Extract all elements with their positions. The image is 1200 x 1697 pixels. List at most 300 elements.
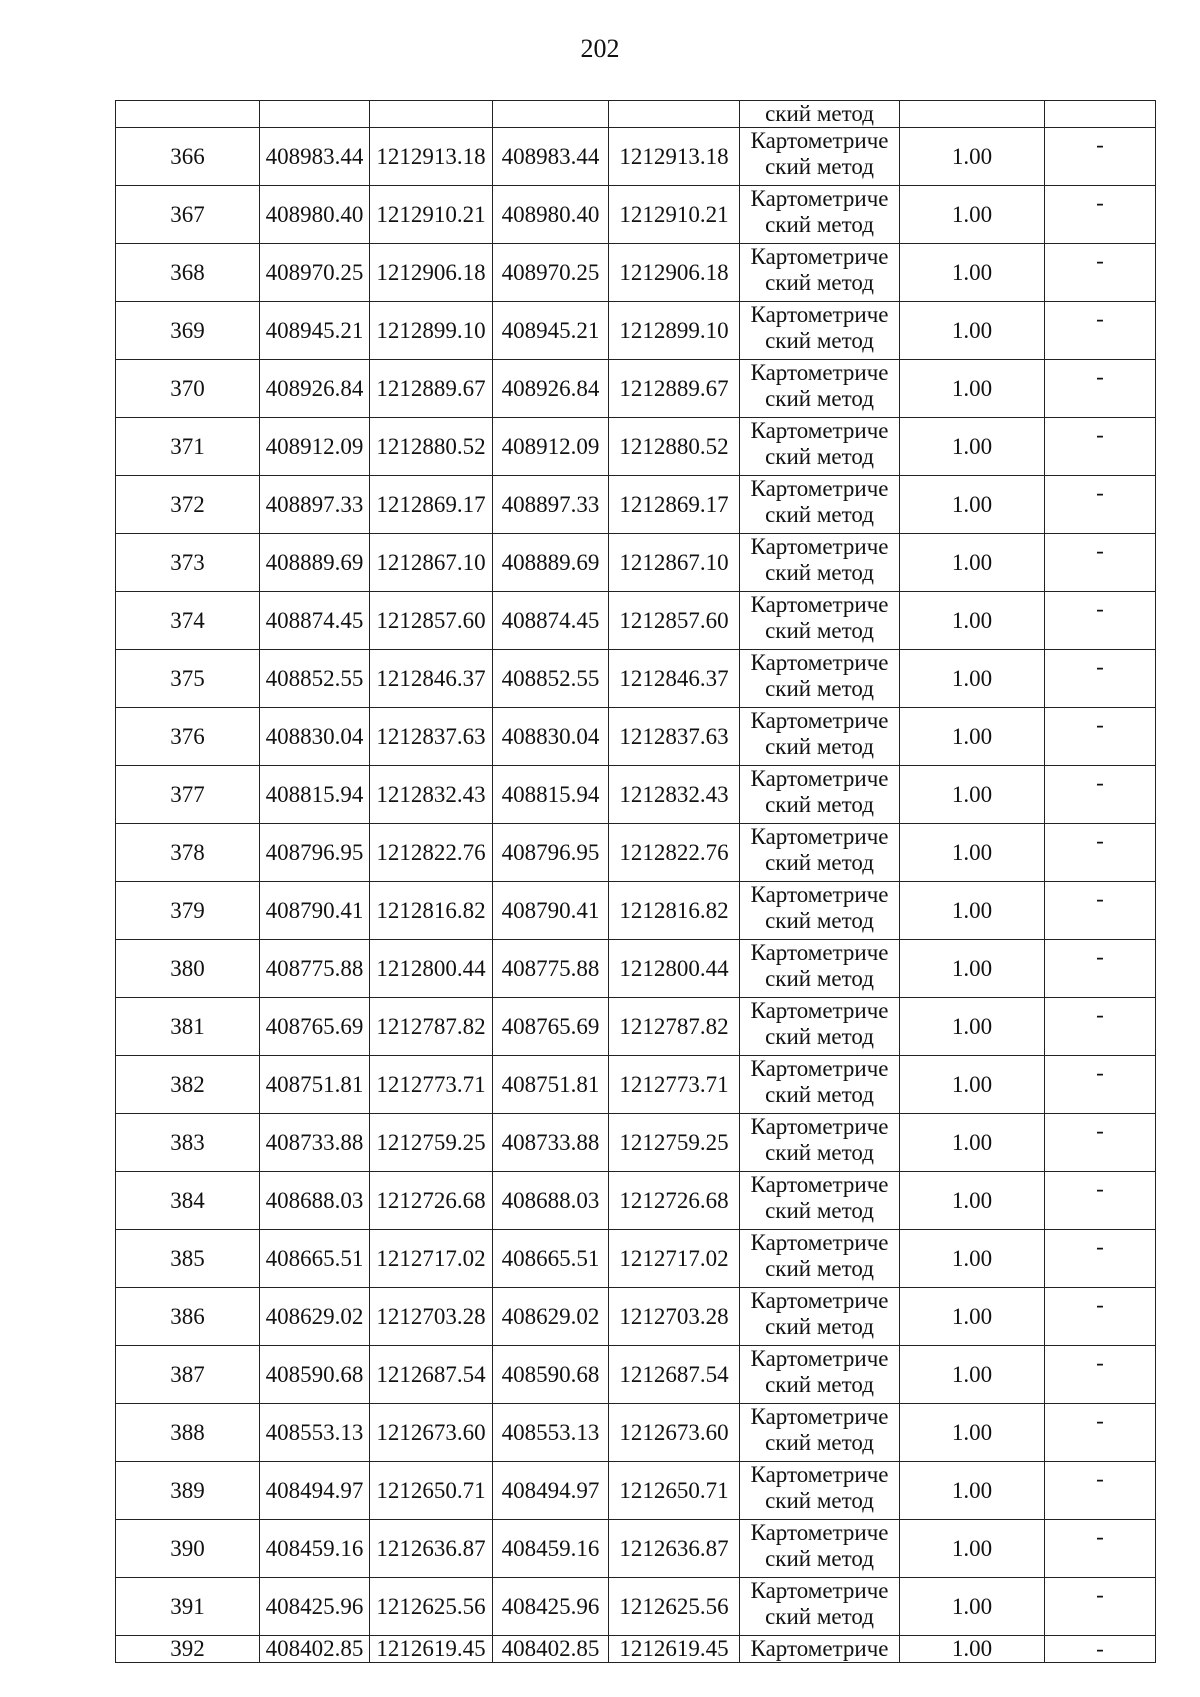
cell-description: - xyxy=(1045,1056,1156,1114)
cell-point: 367 xyxy=(116,186,260,244)
cell-x2: 408874.45 xyxy=(493,592,609,650)
cell-y1: 1212889.67 xyxy=(370,360,493,418)
table-body xyxy=(116,101,1156,1663)
cell-x2: 408983.44 xyxy=(493,128,609,186)
cell-x2: 408553.13 xyxy=(493,1404,609,1462)
cell-point: 391 xyxy=(116,1578,260,1636)
cell-method xyxy=(740,476,900,534)
method-line-2: ский метод xyxy=(765,1256,874,1281)
cell-description: - xyxy=(1045,998,1156,1056)
method-line-2: ский метод xyxy=(765,1082,874,1107)
table-row xyxy=(116,650,1156,708)
cell-x1: 408852.55 xyxy=(260,650,370,708)
cell-accuracy: 1.00 xyxy=(900,882,1045,940)
table-row xyxy=(116,1230,1156,1288)
cell-accuracy: 1.00 xyxy=(900,1288,1045,1346)
table-row xyxy=(116,186,1156,244)
cell-method xyxy=(740,592,900,650)
cell-x1: 408553.13 xyxy=(260,1404,370,1462)
cell-y2: 1212837.63 xyxy=(609,708,740,766)
method-line-1: Картометриче xyxy=(750,592,889,617)
cell-y1: 1212687.54 xyxy=(370,1346,493,1404)
method-line-2: ский метод xyxy=(765,1546,874,1571)
cell-description: - xyxy=(1045,1172,1156,1230)
cell-y2: 1212726.68 xyxy=(609,1172,740,1230)
method-line-2: ский метод xyxy=(765,1024,874,1049)
cell-method xyxy=(740,1056,900,1114)
cell-description: - xyxy=(1045,940,1156,998)
cell-accuracy: 1.00 xyxy=(900,1520,1045,1578)
cell-x2: 408688.03 xyxy=(493,1172,609,1230)
cell-point: 378 xyxy=(116,824,260,882)
cell-accuracy: 1.00 xyxy=(900,1056,1045,1114)
cell-x1: 408425.96 xyxy=(260,1578,370,1636)
cell-accuracy: 1.00 xyxy=(900,1114,1045,1172)
cell-point: 386 xyxy=(116,1288,260,1346)
method-line-2: ский метод xyxy=(765,1314,874,1339)
cell-method xyxy=(740,1346,900,1404)
cell-description: - xyxy=(1045,360,1156,418)
method-line-1: Картометриче xyxy=(750,766,889,791)
method-line-1: Картометриче xyxy=(750,302,889,327)
cell-y2: 1212867.10 xyxy=(609,534,740,592)
cell-description: - xyxy=(1045,534,1156,592)
cell-y1: 1212717.02 xyxy=(370,1230,493,1288)
cell-x2: 408889.69 xyxy=(493,534,609,592)
cell-y2: 1212910.21 xyxy=(609,186,740,244)
cell-description: - xyxy=(1045,418,1156,476)
cell-y1: 1212636.87 xyxy=(370,1520,493,1578)
cell-accuracy: 1.00 xyxy=(900,534,1045,592)
method-line-2: ский метод xyxy=(765,1430,874,1455)
cell-y2: 1212625.56 xyxy=(609,1578,740,1636)
table-row xyxy=(116,302,1156,360)
method-line-2: ский метод xyxy=(765,908,874,933)
table-row xyxy=(116,534,1156,592)
cell-y2: 1212787.82 xyxy=(609,998,740,1056)
cell-accuracy: 1.00 xyxy=(900,1230,1045,1288)
cell-method: ский метод xyxy=(740,101,900,128)
cell-description: - xyxy=(1045,128,1156,186)
cell-accuracy: 1.00 xyxy=(900,824,1045,882)
cell-description: - xyxy=(1045,186,1156,244)
continuation-row xyxy=(116,101,1156,128)
method-line-1: Картометриче xyxy=(750,708,889,733)
cell-method xyxy=(740,244,900,302)
table-row xyxy=(116,940,1156,998)
cell-description: - xyxy=(1045,1462,1156,1520)
table-row xyxy=(116,476,1156,534)
cell-point: 377 xyxy=(116,766,260,824)
cell-point: 383 xyxy=(116,1114,260,1172)
method-line-2: ский метод xyxy=(765,618,874,643)
method-line-2: ский метод xyxy=(765,502,874,527)
cell-y2 xyxy=(609,101,740,128)
cell-accuracy: 1.00 xyxy=(900,476,1045,534)
cell-x1: 408874.45 xyxy=(260,592,370,650)
method-line-1: Картометриче xyxy=(750,244,889,269)
cell-x2: 408402.85 xyxy=(493,1636,609,1663)
method-line-1: Картометриче xyxy=(750,650,889,675)
method-line-1: Картометриче xyxy=(750,940,889,965)
method-line-1: Картометриче xyxy=(750,824,889,849)
method-line-2: ский метод xyxy=(765,966,874,991)
method-line-1: Картометриче xyxy=(750,534,889,559)
cell-description: - xyxy=(1045,1230,1156,1288)
cell-point: 390 xyxy=(116,1520,260,1578)
cell-method xyxy=(740,360,900,418)
cell-accuracy: 1.00 xyxy=(900,1462,1045,1520)
cell-method xyxy=(740,766,900,824)
cell-y2: 1212687.54 xyxy=(609,1346,740,1404)
cell-accuracy: 1.00 xyxy=(900,128,1045,186)
cell-description: - xyxy=(1045,1520,1156,1578)
cell-point: 380 xyxy=(116,940,260,998)
cell-accuracy: 1.00 xyxy=(900,1404,1045,1462)
cell-y1: 1212787.82 xyxy=(370,998,493,1056)
cell-description: - xyxy=(1045,1114,1156,1172)
table-row xyxy=(116,128,1156,186)
cell-description: - xyxy=(1045,824,1156,882)
table-row xyxy=(116,244,1156,302)
cell-accuracy: 1.00 xyxy=(900,708,1045,766)
cell-description: - xyxy=(1045,708,1156,766)
method-line-1: Картометриче xyxy=(750,1114,889,1139)
method-line-2: ский метод xyxy=(765,792,874,817)
cell-method xyxy=(740,824,900,882)
method-line-2: ский метод xyxy=(765,734,874,759)
cell-accuracy: 1.00 xyxy=(900,186,1045,244)
cell-x2: 408815.94 xyxy=(493,766,609,824)
cell-x1: 408402.85 xyxy=(260,1636,370,1663)
cell-x2: 408765.69 xyxy=(493,998,609,1056)
table-row xyxy=(116,824,1156,882)
cell-point: 375 xyxy=(116,650,260,708)
cell-description: - xyxy=(1045,244,1156,302)
cell-description: - xyxy=(1045,592,1156,650)
method-line-1: Картометриче xyxy=(750,476,889,501)
cell-x2 xyxy=(493,101,609,128)
method-line-1: Картометриче xyxy=(750,1636,889,1661)
table-row xyxy=(116,882,1156,940)
method-line-1: Картометриче xyxy=(750,360,889,385)
cell-y2: 1212717.02 xyxy=(609,1230,740,1288)
cell-x1: 408912.09 xyxy=(260,418,370,476)
method-line-1: Картометриче xyxy=(750,1172,889,1197)
table-row xyxy=(116,1114,1156,1172)
cell-x2: 408494.97 xyxy=(493,1462,609,1520)
cell-method xyxy=(740,128,900,186)
table-row xyxy=(116,1520,1156,1578)
cell-y2: 1212636.87 xyxy=(609,1520,740,1578)
cell-method xyxy=(740,418,900,476)
cell-description: - xyxy=(1045,650,1156,708)
cell-point: 369 xyxy=(116,302,260,360)
cell-accuracy: 1.00 xyxy=(900,592,1045,650)
cell-y2: 1212619.45 xyxy=(609,1636,740,1663)
cell-x1: 408775.88 xyxy=(260,940,370,998)
cell-accuracy: 1.00 xyxy=(900,360,1045,418)
coordinates-table xyxy=(115,100,1156,1663)
cell-y1 xyxy=(370,101,493,128)
method-line-2: ский метод xyxy=(765,676,874,701)
cell-x2: 408790.41 xyxy=(493,882,609,940)
cell-x2: 408852.55 xyxy=(493,650,609,708)
cell-point xyxy=(116,101,260,128)
method-line-2: ский метод xyxy=(765,386,874,411)
method-line-2: ский метод xyxy=(765,1140,874,1165)
cell-method xyxy=(740,302,900,360)
cell-y2: 1212816.82 xyxy=(609,882,740,940)
cell-x2: 408590.68 xyxy=(493,1346,609,1404)
cell-y2: 1212759.25 xyxy=(609,1114,740,1172)
cell-x2: 408912.09 xyxy=(493,418,609,476)
method-line-2: ский метод xyxy=(765,1372,874,1397)
cell-method xyxy=(740,1404,900,1462)
cell-method xyxy=(740,882,900,940)
page-number: 202 xyxy=(580,34,620,63)
cell-y1: 1212816.82 xyxy=(370,882,493,940)
table-row xyxy=(116,418,1156,476)
method-line-1: Картометриче xyxy=(750,1578,889,1603)
cell-method xyxy=(740,534,900,592)
method-line-1: Картометриче xyxy=(750,418,889,443)
cell-y1: 1212867.10 xyxy=(370,534,493,592)
method-line-2: ский метод xyxy=(765,1488,874,1513)
cell-x1: 408815.94 xyxy=(260,766,370,824)
cell-point: 387 xyxy=(116,1346,260,1404)
cell-x1: 408897.33 xyxy=(260,476,370,534)
table-row xyxy=(116,998,1156,1056)
cell-point: 374 xyxy=(116,592,260,650)
cell-method xyxy=(740,1230,900,1288)
cell-description xyxy=(1045,101,1156,128)
cell-method xyxy=(740,708,900,766)
cell-accuracy: 1.00 xyxy=(900,302,1045,360)
cell-x1: 408629.02 xyxy=(260,1288,370,1346)
cell-accuracy: 1.00 xyxy=(900,766,1045,824)
cell-x1: 408665.51 xyxy=(260,1230,370,1288)
cell-x1: 408751.81 xyxy=(260,1056,370,1114)
cell-x2: 408629.02 xyxy=(493,1288,609,1346)
cell-x1: 408733.88 xyxy=(260,1114,370,1172)
method-line-1: Картометриче xyxy=(750,1520,889,1545)
method-line-1: Картометриче xyxy=(750,1288,889,1313)
cell-method xyxy=(740,1520,900,1578)
cell-description: - xyxy=(1045,882,1156,940)
cell-y1: 1212822.76 xyxy=(370,824,493,882)
cell-x1: 408830.04 xyxy=(260,708,370,766)
cell-y1: 1212625.56 xyxy=(370,1578,493,1636)
cell-x2: 408926.84 xyxy=(493,360,609,418)
method-line-2: ский метод xyxy=(765,444,874,469)
cell-x2: 408796.95 xyxy=(493,824,609,882)
cell-y2: 1212899.10 xyxy=(609,302,740,360)
method-line-1: Картометриче xyxy=(750,1404,889,1429)
cell-x2: 408751.81 xyxy=(493,1056,609,1114)
table-row xyxy=(116,766,1156,824)
method-line-1: Картометриче xyxy=(750,1230,889,1255)
cell-y1: 1212869.17 xyxy=(370,476,493,534)
cell-y2: 1212822.76 xyxy=(609,824,740,882)
table-row xyxy=(116,1462,1156,1520)
cell-x1: 408926.84 xyxy=(260,360,370,418)
table-row xyxy=(116,1056,1156,1114)
cell-description: - xyxy=(1045,1346,1156,1404)
cell-y1: 1212650.71 xyxy=(370,1462,493,1520)
cell-y1: 1212673.60 xyxy=(370,1404,493,1462)
cell-x2: 408775.88 xyxy=(493,940,609,998)
cell-method xyxy=(740,940,900,998)
method-line-1: Картометриче xyxy=(750,882,889,907)
cell-method xyxy=(740,650,900,708)
cell-x1 xyxy=(260,101,370,128)
method-line-2: ский метод xyxy=(765,328,874,353)
cell-x1: 408459.16 xyxy=(260,1520,370,1578)
cell-x2: 408425.96 xyxy=(493,1578,609,1636)
cell-y1: 1212880.52 xyxy=(370,418,493,476)
cell-y2: 1212880.52 xyxy=(609,418,740,476)
method-line-1: Картометриче xyxy=(750,998,889,1023)
method-line-2: ский метод xyxy=(765,1198,874,1223)
cell-description: - xyxy=(1045,766,1156,824)
cell-point: 366 xyxy=(116,128,260,186)
cell-y2: 1212889.67 xyxy=(609,360,740,418)
table-row xyxy=(116,1346,1156,1404)
cell-accuracy: 1.00 xyxy=(900,1346,1045,1404)
cell-y2: 1212857.60 xyxy=(609,592,740,650)
cell-point: 381 xyxy=(116,998,260,1056)
cell-x2: 408733.88 xyxy=(493,1114,609,1172)
cell-point: 382 xyxy=(116,1056,260,1114)
cell-x2: 408459.16 xyxy=(493,1520,609,1578)
cell-description: - xyxy=(1045,1288,1156,1346)
table-row xyxy=(116,1288,1156,1346)
cell-y2: 1212913.18 xyxy=(609,128,740,186)
cell-y2: 1212650.71 xyxy=(609,1462,740,1520)
method-line-1: Картометриче xyxy=(750,186,889,211)
cell-y1: 1212759.25 xyxy=(370,1114,493,1172)
cell-x2: 408830.04 xyxy=(493,708,609,766)
cell-point: 368 xyxy=(116,244,260,302)
cell-y1: 1212857.60 xyxy=(370,592,493,650)
table-row xyxy=(116,360,1156,418)
cell-y1: 1212832.43 xyxy=(370,766,493,824)
cell-point: 373 xyxy=(116,534,260,592)
cell-point: 376 xyxy=(116,708,260,766)
cell-y2: 1212800.44 xyxy=(609,940,740,998)
cell-point: 384 xyxy=(116,1172,260,1230)
method-line-1: Картометриче xyxy=(750,1056,889,1081)
cell-accuracy: 1.00 xyxy=(900,1578,1045,1636)
method-line-2: ский метод xyxy=(765,270,874,295)
cell-y1: 1212773.71 xyxy=(370,1056,493,1114)
cell-method xyxy=(740,1288,900,1346)
cell-x1: 408590.68 xyxy=(260,1346,370,1404)
table-row xyxy=(116,1578,1156,1636)
cell-point: 388 xyxy=(116,1404,260,1462)
method-line-2: ский метод xyxy=(765,212,874,237)
table-row xyxy=(116,1636,1156,1663)
cell-point: 379 xyxy=(116,882,260,940)
cell-x2: 408897.33 xyxy=(493,476,609,534)
cell-accuracy: 1.00 xyxy=(900,1172,1045,1230)
cell-x1: 408970.25 xyxy=(260,244,370,302)
cell-accuracy: 1.00 xyxy=(900,244,1045,302)
cell-point: 370 xyxy=(116,360,260,418)
cell-x2: 408665.51 xyxy=(493,1230,609,1288)
cell-point: 385 xyxy=(116,1230,260,1288)
cell-description: - xyxy=(1045,1578,1156,1636)
cell-x1: 408494.97 xyxy=(260,1462,370,1520)
cell-method xyxy=(740,1578,900,1636)
cell-point: 372 xyxy=(116,476,260,534)
cell-method xyxy=(740,1114,900,1172)
cell-y2: 1212773.71 xyxy=(609,1056,740,1114)
cell-description: - xyxy=(1045,1404,1156,1462)
cell-accuracy: 1.00 xyxy=(900,1636,1045,1663)
cell-y1: 1212837.63 xyxy=(370,708,493,766)
cell-x1: 408796.95 xyxy=(260,824,370,882)
cell-point: 371 xyxy=(116,418,260,476)
cell-point: 389 xyxy=(116,1462,260,1520)
table-row xyxy=(116,592,1156,650)
table-row xyxy=(116,708,1156,766)
cell-x1: 408688.03 xyxy=(260,1172,370,1230)
cell-accuracy: 1.00 xyxy=(900,418,1045,476)
cell-y1: 1212726.68 xyxy=(370,1172,493,1230)
cell-method xyxy=(740,1172,900,1230)
cell-description: - xyxy=(1045,476,1156,534)
cell-x1: 408790.41 xyxy=(260,882,370,940)
cell-y2: 1212703.28 xyxy=(609,1288,740,1346)
cell-x2: 408970.25 xyxy=(493,244,609,302)
method-line-1: Картометриче xyxy=(750,1346,889,1371)
cell-y1: 1212899.10 xyxy=(370,302,493,360)
method-line-1: Картометриче xyxy=(750,128,889,153)
cell-y2: 1212673.60 xyxy=(609,1404,740,1462)
cell-y2: 1212869.17 xyxy=(609,476,740,534)
cell-method xyxy=(740,186,900,244)
cell-y1: 1212910.21 xyxy=(370,186,493,244)
cell-accuracy: 1.00 xyxy=(900,940,1045,998)
cell-method xyxy=(740,1636,900,1663)
cell-point: 392 xyxy=(116,1636,260,1663)
cell-method xyxy=(740,998,900,1056)
cell-description: - xyxy=(1045,302,1156,360)
method-line-2: ский метод xyxy=(765,154,874,179)
cell-y2: 1212906.18 xyxy=(609,244,740,302)
cell-y1: 1212619.45 xyxy=(370,1636,493,1663)
cell-x2: 408945.21 xyxy=(493,302,609,360)
table-row xyxy=(116,1404,1156,1462)
cell-y1: 1212906.18 xyxy=(370,244,493,302)
method-line-2: ский метод xyxy=(765,1604,874,1629)
cell-y1: 1212846.37 xyxy=(370,650,493,708)
cell-accuracy: 1.00 xyxy=(900,650,1045,708)
method-line-2: ский метод xyxy=(765,560,874,585)
cell-x1: 408765.69 xyxy=(260,998,370,1056)
cell-accuracy xyxy=(900,101,1045,128)
cell-description: - xyxy=(1045,1636,1156,1663)
cell-x2: 408980.40 xyxy=(493,186,609,244)
cell-y2: 1212832.43 xyxy=(609,766,740,824)
cell-y1: 1212703.28 xyxy=(370,1288,493,1346)
cell-y1: 1212913.18 xyxy=(370,128,493,186)
method-line-1: Картометриче xyxy=(750,1462,889,1487)
table-row xyxy=(116,1172,1156,1230)
cell-y1: 1212800.44 xyxy=(370,940,493,998)
